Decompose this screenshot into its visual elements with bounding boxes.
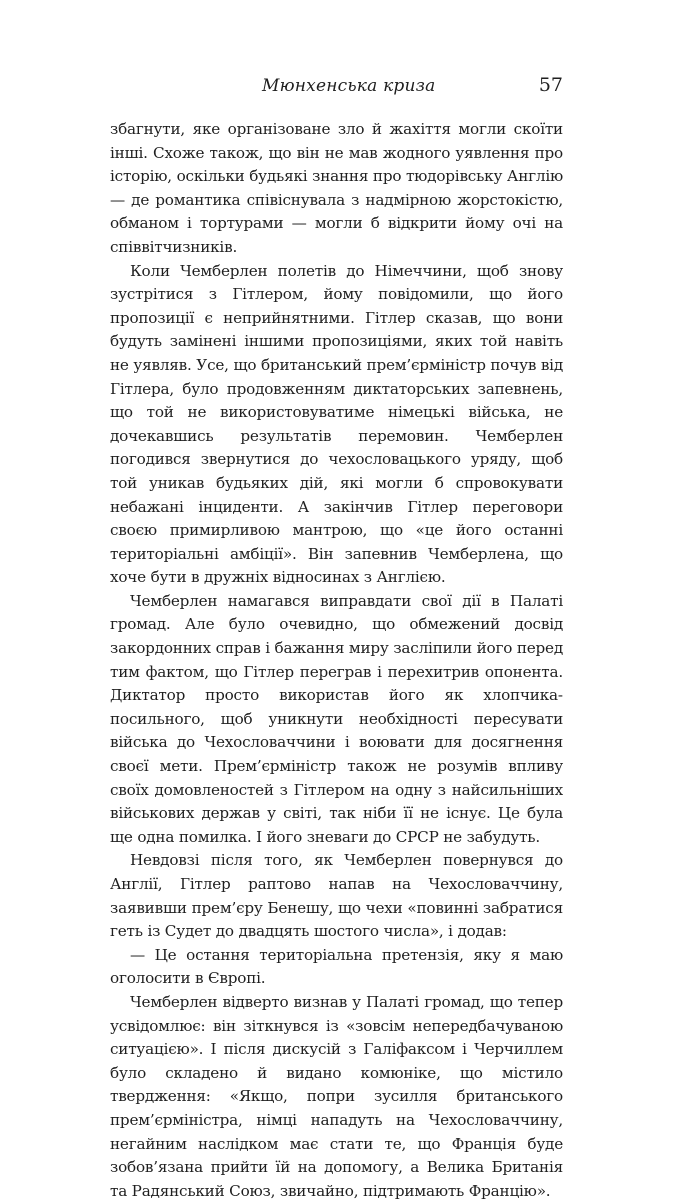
- body-text: [110, 118, 563, 1203]
- paragraph: Чемберлен намагався виправдати свої дії в Палаті громад. Але було очевидно, що обмежений досвід закордонних справ і бажання миру засліпили його перед тим фактом, що Гітлер переграв і перехитрив опонента. Диктатор просто використав його як хлопчикапосильного, щоб уникнути необхідності пересувати війська до Чехословаччини і воювати для досягнення своєї мети. Прем’єрміністр також не розумів впливу своїх домовленостей з Гітлером на одну з найсильніших військових держав у світі, так ніби її не існує. Це була ще одна помилка. І його зневаги до СРСР не забудуть.: [110, 591, 563, 846]
- page-number: 57: [538, 74, 563, 96]
- paragraph-continuation: збагнути, яке організоване зло й жахіття могли скоїти інші. Схоже також, що він не мав жодного уявлення про історію, оскільки будьякі знання про тюдорівську Англію — де романтика співіснувала з надмірною жорстокістю, обманом і тортурами — могли б відкрити йому очі на співвітчизників.: [110, 120, 563, 256]
- dialogue-line: — Це остання територіальна претензія, яку я маю оголосити в Європі.: [110, 945, 563, 988]
- running-head: [110, 76, 563, 104]
- paragraph: Невдовзі після того, як Чемберлен повернувся до Англії, Гітлер раптово напав на Чехословаччину, заявивши прем’єру Бенешу, що чехи «повинні забратися геть із Судет до двадцять шостого числа», і додав:: [110, 851, 563, 941]
- running-title: Мюнхенська криза: [262, 76, 436, 96]
- paragraph: Чемберлен відверто визнав у Палаті громад, що тепер усвідомлює: він зіткнувся із «зовсім непередбачуваною ситуацією». І після дискусій з Галіфаксом і Черчиллем було складено й видано комюніке, що містило твердження: «Якщо, попри зусилля британського прем’єрміністра, німці нападуть на Чехословаччину, негайним наслідком має стати те, що Франція буде зобов’язана прийти їй на допомогу, а Велика Британія та Радянський Союз, звичайно, підтримають Францію».: [110, 992, 563, 1200]
- paragraph: Коли Чемберлен полетів до Німеччини, щоб знову зустрітися з Гітлером, йому повідомили, що його пропозиції є неприйнятними. Гітлер сказав, що вони будуть замінені іншими пропозиціями, яких той навіть не уявляв. Усе, що британський прем’єрміністр почув від Гітлера, було продовженням диктаторських запевнень, що той не використовуватиме німецькі війська, не дочекавшись результатів перемовин. Чемберлен погодився звернутися до чехословацького уряду, щоб той уникав будьяких дій, які могли б спровокувати небажані інциденти. А закінчив Гітлер переговори своєю примирливою мантрою, що «це його останні територіальні амбіції». Він запевнив Чемберлена, що хоче бути в дружніх відносинах з Англією.: [110, 261, 563, 587]
